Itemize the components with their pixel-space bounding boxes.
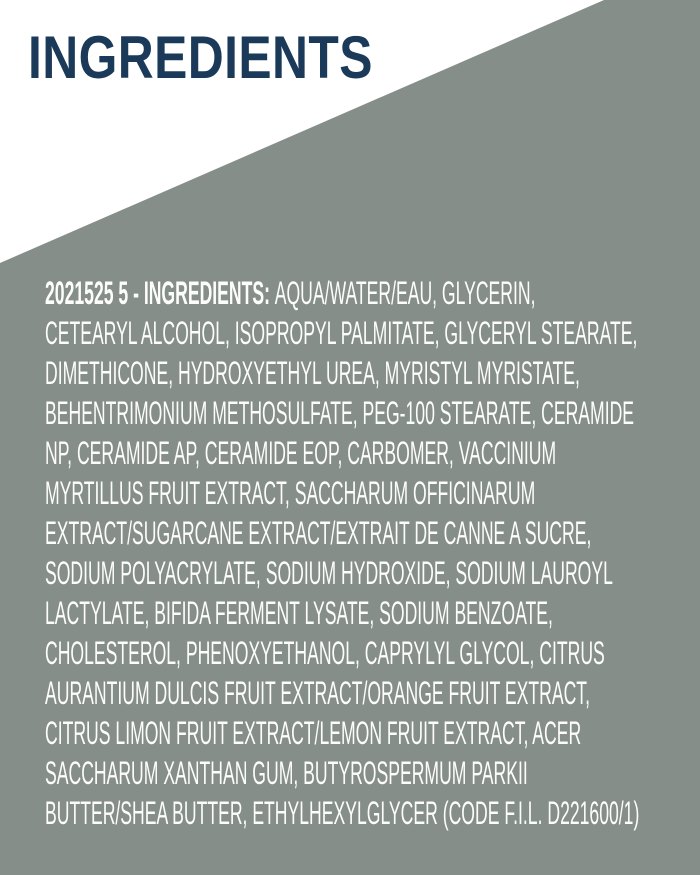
ingredients-heading: INGREDIENTS [28, 24, 373, 91]
ingredients-list [45, 273, 700, 833]
ingredients-line-1-text: AQUA/WATER/EAU, GLYCERIN, [274, 275, 536, 311]
ingredients-line-12: CITRUS LIMON FRUIT EXTRACT/LEMON FRUIT EXTRACT, ACER [45, 715, 582, 751]
ingredients-line-14: BUTTER/SHEA BUTTER, ETHYLHEXYLGLYCER (CODE F.I.L. D221600/1) [45, 795, 640, 831]
ingredients-line-7: EXTRACT/SUGARCANE EXTRACT/EXTRAIT DE CANNE A SUCRE, [45, 515, 592, 551]
ingredients-line-5: NP, CERAMIDE AP, CERAMIDE EOP, CARBOMER, VACCINIUM [45, 435, 557, 471]
ingredients-line-6: MYRTILLUS FRUIT EXTRACT, SACCHARUM OFFICINARUM [45, 475, 536, 511]
ingredients-line-10: CHOLESTEROL, PHENOXYETHANOL, CAPRYLYL GLYCOL, CITRUS [45, 635, 605, 671]
ingredients-line-9: LACTYLATE, BIFIDA FERMENT LYSATE, SODIUM BENZOATE, [45, 595, 553, 631]
ingredients-line-1 [45, 273, 639, 313]
ingredients-line-2: CETEARYL ALCOHOL, ISOPROPYL PALMITATE, GLYCERYL STEARATE, [45, 315, 638, 351]
ingredients-line-3: DIMETHICONE, HYDROXYETHYL UREA, MYRISTYL MYRISTATE, [45, 355, 580, 391]
ingredients-lead-code: 2021525 5 - INGREDIENTS: [45, 275, 270, 311]
ingredients-line-8: SODIUM POLYACRYLATE, SODIUM HYDROXIDE, SODIUM LAUROYL [45, 555, 613, 591]
ingredients-line-13: SACCHARUM XANTHAN GUM, BUTYROSPERMUM PARKII [45, 755, 528, 791]
ingredients-line-4: BEHENTRIMONIUM METHOSULFATE, PEG-100 STEARATE, CERAMIDE [45, 395, 635, 431]
ingredients-line-11: AURANTIUM DULCIS FRUIT EXTRACT/ORANGE FRUIT EXTRACT, [45, 675, 590, 711]
